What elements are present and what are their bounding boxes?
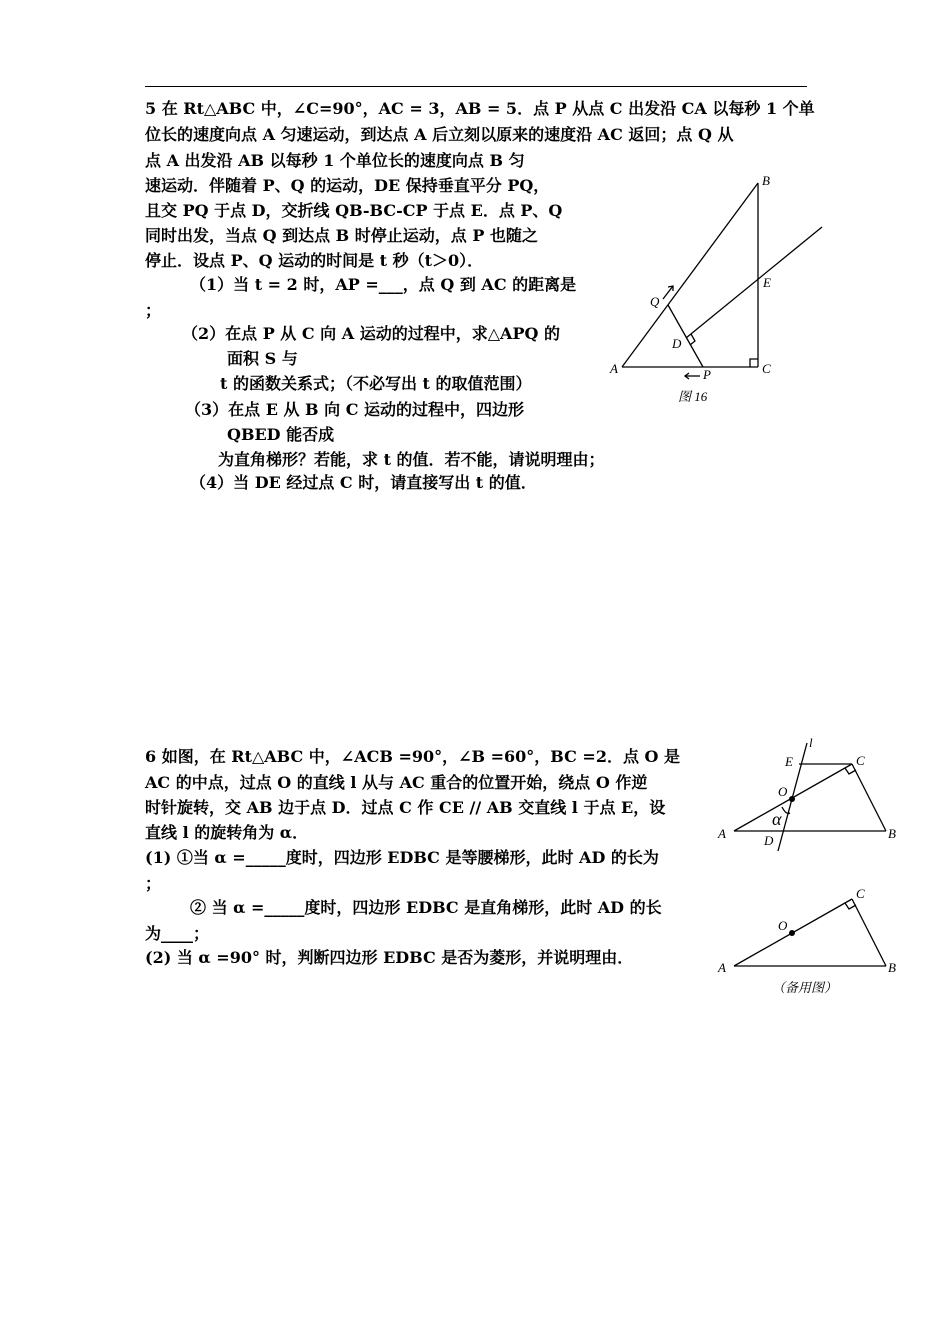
label-l: l [809,735,813,750]
p6-line-2: AC 的中点，过点 O 的直线 l 从与 AC 重合的位置开始，绕点 O 作逆 [145,773,648,792]
p5-q3-cont2: 为直角梯形？若能，求 t 的值．若不能，请说明理由； [218,450,605,469]
figure-caption: 图 16 [678,389,708,404]
label-alpha: α [772,809,782,829]
label-b: B [762,173,770,188]
right-angle-d [690,334,695,345]
label-o: O [778,918,788,933]
arrow-q [663,286,673,299]
p5-q1: （1）当 t = 2 时，AP =___，点 Q 到 AC 的距离是 [190,275,577,294]
label-p: P [703,367,711,382]
label-d: D [672,336,682,351]
label-e: E [785,754,793,769]
p5-q1-end: ； [145,301,162,320]
p6-line-4: 直线 l 的旋转角为 α． [145,823,309,842]
label-a: A [718,826,726,841]
line-de [686,227,822,338]
right-angle-c [750,359,758,367]
label-q: Q [650,294,660,309]
label-c: C [762,361,771,376]
p6-line-1: 6 如图，在 Rt△ABC 中，∠ACB =90°，∠B =60°，BC =2．点 O 是 [145,747,681,766]
p5-line-3: 点 A 出发沿 AB 以每秒 1 个单位长的速度向点 B 匀 [145,151,525,170]
p5-q2: （2）在点 P 从 C 向 A 运动的过程中，求△APQ 的 [182,324,560,343]
label-c: C [856,886,865,901]
label-d: D [764,833,774,848]
label-e: E [763,275,771,290]
p5-line-1: 5 在 Rt△ABC 中，∠C=90°，AC = 3，AB = 5．点 P 从点 C 出发沿 CA 以每秒 1 个单 [145,99,815,118]
p5-line-5: 且交 PQ 于点 D，交折线 QB-BC-CP 于点 E．点 P、Q [145,201,563,220]
p5-q2-cont2: t 的函数关系式；（不必写出 t 的取值范围） [220,374,532,393]
side-ab [622,183,758,367]
p5-q4: （4）当 DE 经过点 C 时，请直接写出 t 的值． [190,473,537,492]
point-o [789,930,795,936]
point-o [789,796,795,802]
label-c: C [856,753,865,768]
label-o: O [778,784,788,799]
p5-q2-cont: 面积 S 与 [227,349,298,368]
p6-q2: (2) 当 α =90° 时，判断四边形 EDBC 是否为菱形，并说明理由． [145,948,634,967]
figure-6-spare [712,880,912,1000]
p6-line-3: 时针旋转，交 AB 边于点 D．过点 C 作 CE // AB 交直线 l 于点 E，设 [145,798,666,817]
p5-line-2: 位长的速度向点 A 匀速运动，到达点 A 后立刻以原来的速度沿 AC 返回；点 Q 从 [145,125,734,144]
p5-line-6: 同时出发，当点 Q 到达点 B 时停止运动，点 P 也随之 [145,226,538,245]
p6-q1a: (1) ①当 α =_____度时，四边形 EDBC 是等腰梯形，此时 AD 的长为 [145,848,659,867]
side-bc [852,899,886,966]
p5-line-4: 速运动．伴随着 P、Q 的运动，DE 保持垂直平分 PQ， [145,176,550,195]
p5-q3-cont: QBED 能否成 [227,425,335,444]
p5-line-7: 停止．设点 P、Q 运动的时间是 t 秒（t＞0）． [145,251,484,270]
p5-q3: （3）在点 E 从 B 向 C 运动的过程中，四边形 [185,400,525,419]
header-rule [145,86,807,87]
label-b: B [888,960,896,975]
label-a: A [718,960,726,975]
p6-q1a-end: ； [145,874,162,893]
label-b: B [888,826,896,841]
side-bc [852,764,886,831]
figure-16 [600,165,830,415]
label-a: A [610,361,618,376]
p6-q1b-end: 为____； [145,924,210,943]
p6-q1b: ② 当 α =_____度时，四边形 EDBC 是直角梯形，此时 AD 的长 [190,898,662,917]
figure-6-main [712,733,912,853]
spare-figure-caption: （备用图） [772,980,838,995]
